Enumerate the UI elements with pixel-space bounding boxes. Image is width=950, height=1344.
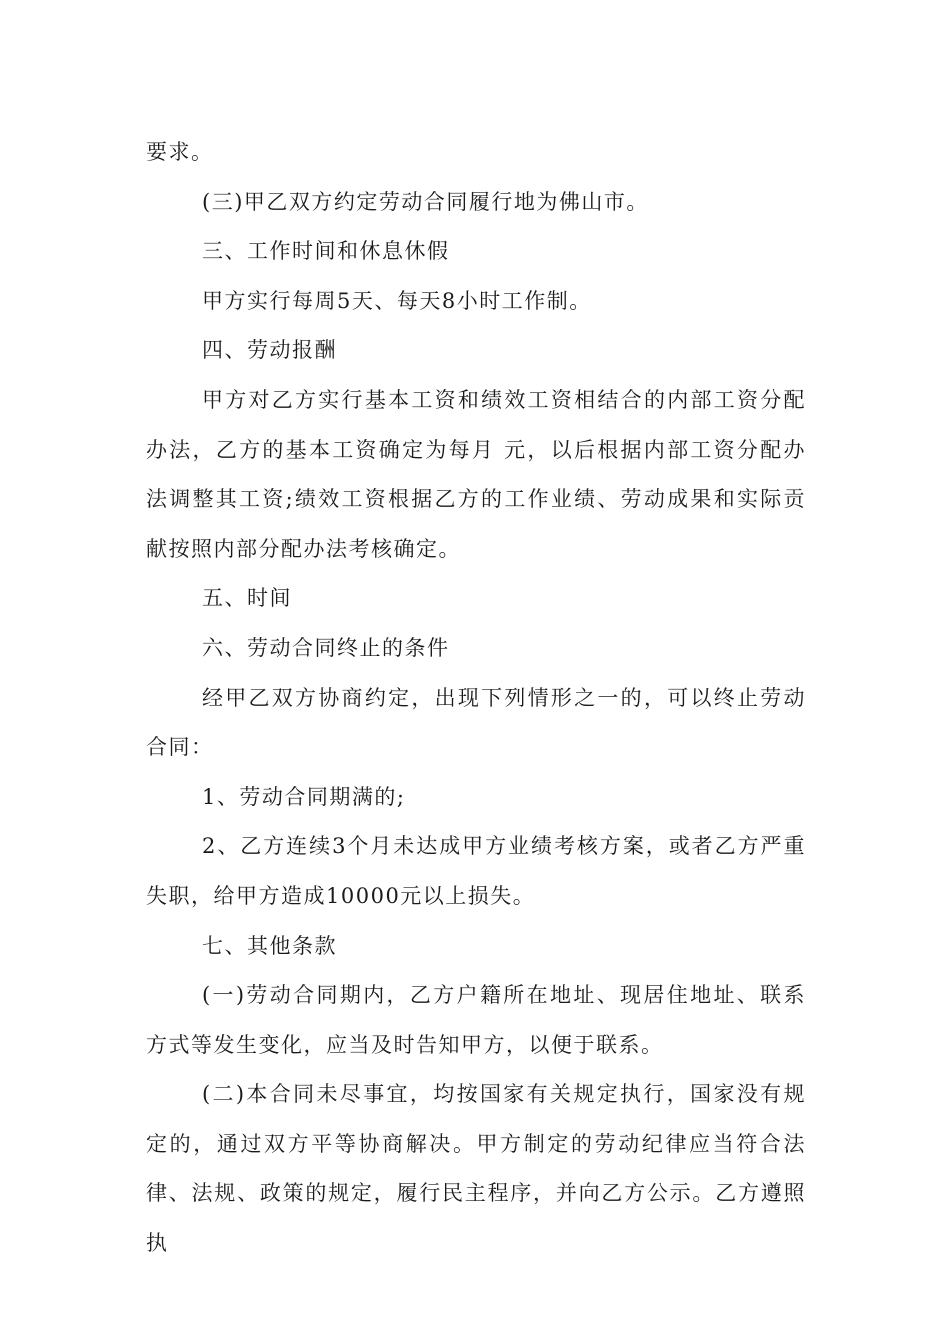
paragraph-clause-3-3: (三)甲乙双方约定劳动合同履行地为佛山市。: [202, 189, 649, 214]
paragraph-continuation: 要求。: [146, 140, 214, 164]
section-heading-other-terms: 七、其他条款: [202, 933, 337, 958]
section-heading-remuneration: 四、劳动报酬: [202, 338, 337, 363]
paragraph-other-terms-2: (二)本合同未尽事宜，均按国家有关规定执行，国家没有规定的，通过双方平等协商解决。甲方制定的劳动纪律应当符合法律、法规、政策的规定，履行民主程序，并向乙方公示。乙方遵照执: [146, 1082, 806, 1256]
list-item-termination-1: 1、劳动合同期满的;: [202, 784, 406, 809]
list-item-termination-2: 2、乙方连续3个月未达成甲方业绩考核方案，或者乙方严重失职，给甲方造成10000元以上损失。: [146, 834, 806, 908]
paragraph-other-terms-1: (一)劳动合同期内，乙方户籍所在地址、现居住地址、联系方式等发生变化，应当及时告知甲方，以便于联系。: [146, 983, 806, 1057]
paragraph-termination-intro: 经甲乙双方协商约定，出现下列情形之一的，可以终止劳动合同：: [146, 685, 806, 760]
section-heading-termination: 六、劳动合同终止的条件: [202, 635, 450, 660]
section-heading-time: 五、时间: [202, 586, 292, 611]
document-body: [146, 128, 806, 1269]
section-heading-working-hours: 三、工作时间和休息休假: [202, 239, 450, 264]
paragraph-work-schedule: 甲方实行每周5天、每天8小时工作制。: [202, 288, 592, 313]
paragraph-salary: 甲方对乙方实行基本工资和绩效工资相结合的内部工资分配办法，乙方的基本工资确定为每月 元，以后根据内部工资分配办法调整其工资;绩效工资根据乙方的工作业绩、劳动成果和实际贡献按照内部分配办法考核确定。: [146, 387, 806, 561]
